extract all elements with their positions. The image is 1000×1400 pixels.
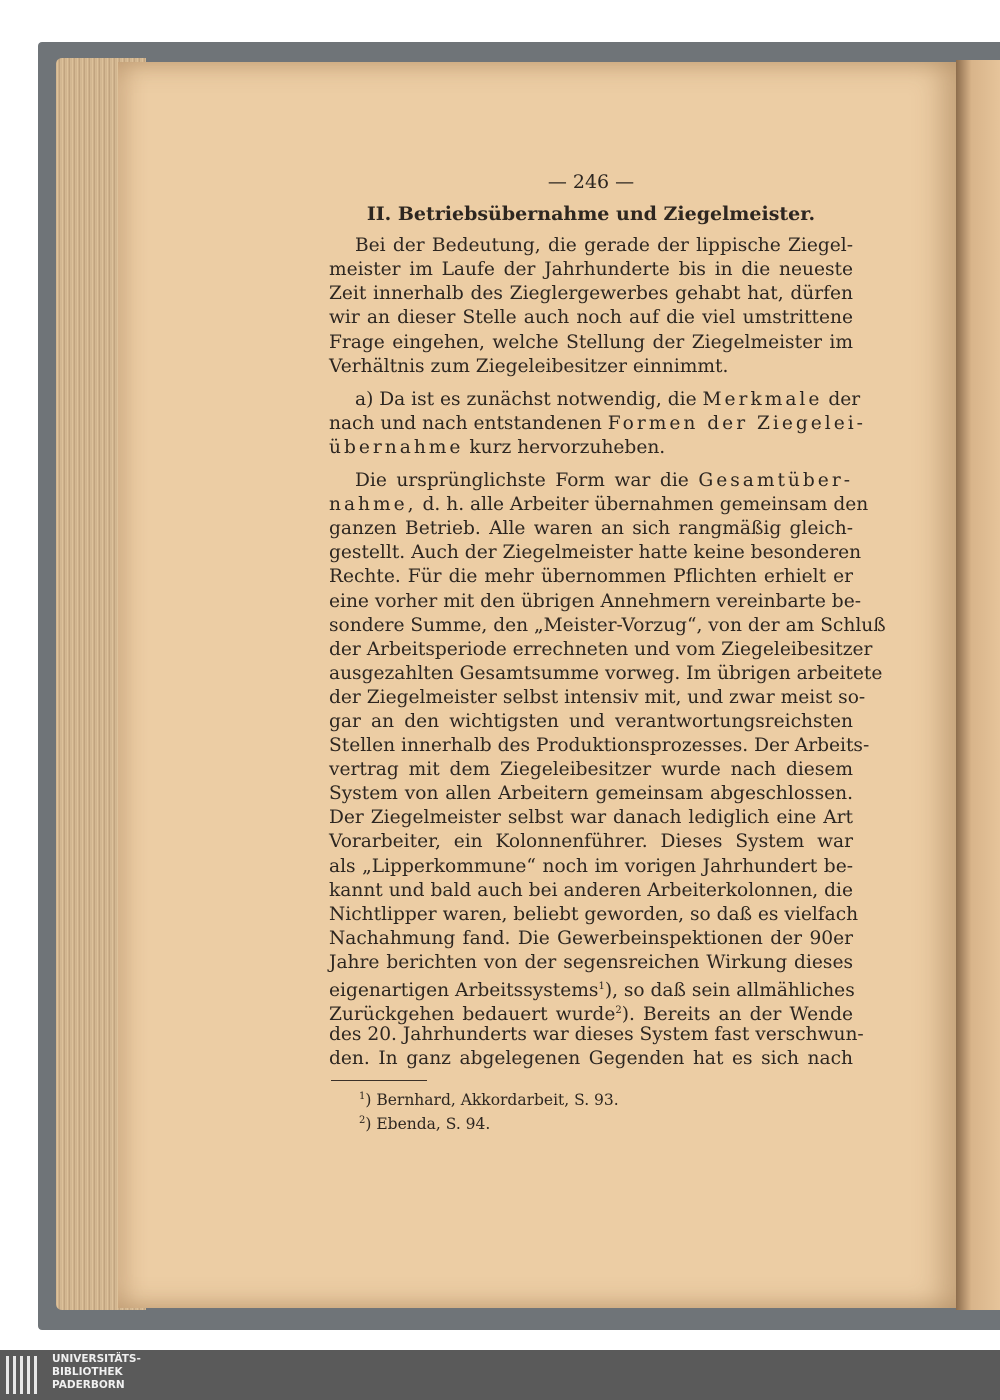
- text-line: System von allen Arbeitern gemeinsam abgeschlossen.: [329, 783, 853, 805]
- text-line: ausgezahlten Gesamtsumme vorweg. Im übrigen arbeitete: [329, 662, 883, 684]
- text-line: [329, 388, 861, 412]
- page-text: [329, 170, 886, 1134]
- footnote-ref: 1: [598, 981, 605, 992]
- text-run: kurz hervorzuheben.: [469, 436, 666, 458]
- spaced-term: Formen der Ziegelei-: [607, 412, 866, 434]
- text-line: als „Lipperkommune“ noch im vorigen Jahrhundert be-: [329, 855, 853, 877]
- footnote-mark: 1: [359, 1091, 366, 1103]
- text-line: Frage eingehen, welche Stellung der Ziegelmeister im: [329, 331, 853, 353]
- text-line: sondere Summe, den „Meister-Vorzug“, von der am Schluß: [329, 614, 886, 636]
- text-line: [329, 469, 853, 493]
- footnote-mark: 2: [359, 1114, 366, 1126]
- library-name-line: PADERBORN: [52, 1379, 125, 1391]
- paragraph-2: [329, 388, 866, 460]
- text-line: den. In ganz abgelegenen Gegenden hat es sich nach: [329, 1048, 853, 1070]
- footnote-rule: [331, 1080, 427, 1081]
- text-line: Nachahmung fand. Die Gewerbeinspektionen der 90er: [329, 927, 853, 949]
- text-line: der Ziegelmeister selbst intensiv mit, und zwar meist so-: [329, 686, 866, 708]
- library-logo-icon: [6, 1356, 42, 1396]
- text-line: [329, 412, 866, 436]
- library-name: [52, 1353, 141, 1392]
- library-name-line: BIBLIOTHEK: [52, 1366, 123, 1378]
- footnote: [359, 1087, 853, 1110]
- text-line: gar an den wichtigsten und verantwortungsreichsten: [329, 710, 853, 732]
- text-line: eine vorher mit den übrigen Annehmern vereinbarte be-: [329, 590, 862, 612]
- spaced-term: Merkmale: [702, 388, 823, 410]
- paragraph-3: [329, 469, 886, 1071]
- text-run: der: [828, 388, 861, 410]
- text-line: ganzen Betrieb. Alle waren an sich rangmäßig gleich-: [329, 518, 853, 540]
- facing-page-edge: [956, 60, 1000, 1310]
- text-line: [329, 999, 853, 1026]
- text-line: [329, 975, 855, 1002]
- text-run: Die ursprünglichste Form war die: [355, 470, 689, 492]
- text-line: Bei der Bedeutung, die gerade der lippische Ziegel-: [355, 235, 853, 257]
- footnotes: [329, 1087, 853, 1133]
- footnote-text: ) Ebenda, S. 94.: [365, 1114, 491, 1133]
- text-line: gestellt. Auch der Ziegelmeister hatte keine besonderen: [329, 542, 862, 564]
- footnote-ref: 2: [615, 1005, 622, 1017]
- text-line: Nichtlipper waren, beliebt geworden, so daß es vielfach: [329, 903, 859, 925]
- text-line: [329, 493, 869, 517]
- text-line: Zeit innerhalb des Zieglergewerbes gehabt hat, dürfen: [329, 283, 853, 305]
- text-line: des 20. Jahrhunderts war dieses System fast verschwun-: [329, 1024, 864, 1046]
- text-run: d. h. alle Arbeiter übernahmen gemeinsam den: [422, 494, 869, 516]
- text-line: der Arbeitsperiode errechneten und vom Ziegeleibesitzer: [329, 638, 873, 660]
- footnote: [359, 1111, 853, 1134]
- text-line: Verhältnis zum Ziegeleibesitzer einnimmt.: [329, 355, 729, 377]
- footnote-text: ) Bernhard, Akkordarbeit, S. 93.: [365, 1091, 619, 1110]
- text-line: Rechte. Für die mehr übernommen Pflichten erhielt er: [329, 566, 853, 588]
- text-line: meister im Laufe der Jahrhunderte bis in die neueste: [329, 259, 853, 281]
- text-line: wir an dieser Stelle auch noch auf die viel umstrittene: [329, 307, 853, 329]
- text-line: kannt und bald auch bei anderen Arbeiterkolonnen, die: [329, 879, 853, 901]
- spaced-term: Gesamtüber-: [698, 470, 853, 492]
- text-line: [329, 436, 853, 460]
- text-line: vertrag mit dem Ziegeleibesitzer wurde nach diesem: [329, 759, 853, 781]
- paragraph-1: [329, 234, 853, 379]
- section-heading: II. Betriebsübernahme und Ziegelmeister.: [366, 203, 816, 226]
- text-run: eigenartigen Arbeitssystems: [329, 980, 599, 1002]
- page-number: — 246 —: [547, 171, 635, 193]
- text-line: Vorarbeiter, ein Kolonnenführer. Dieses System war: [329, 831, 853, 853]
- library-footer: [0, 1350, 1000, 1400]
- library-name-line: UNIVERSITÄTS-: [52, 1353, 141, 1365]
- text-run: ). Bereits an der Wende: [621, 1004, 853, 1026]
- text-run: Zurückgehen bedauert wurde: [329, 1004, 616, 1026]
- text-line: Stellen innerhalb des Produktionsprozesses. Der Arbeits-: [329, 735, 870, 757]
- text-run: ), so daß sein allmähliches: [604, 980, 855, 1002]
- text-line: Jahre berichten von der segensreichen Wirkung dieses: [329, 951, 853, 973]
- text-run: a) Da ist es zunächst notwendig, die: [355, 388, 697, 410]
- text-run: nach und nach entstandenen: [329, 412, 602, 434]
- spaced-term: übernahme: [329, 436, 464, 458]
- text-line: Der Ziegelmeister selbst war danach lediglich eine Art: [329, 807, 853, 829]
- spaced-term: nahme,: [329, 494, 417, 516]
